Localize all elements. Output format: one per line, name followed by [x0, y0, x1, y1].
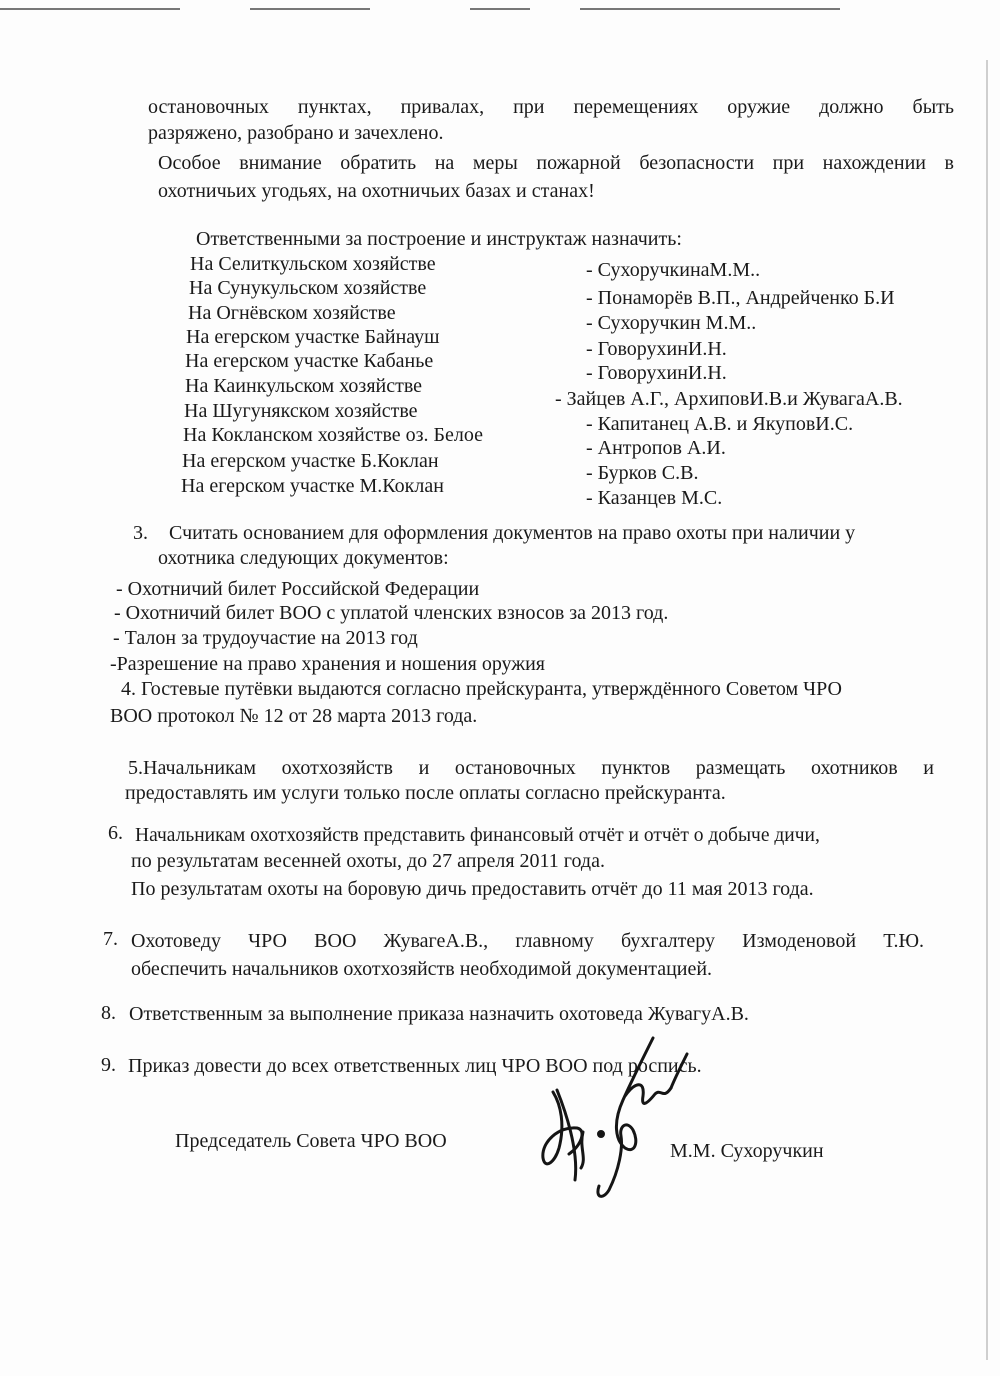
item-6-number: 6.	[108, 822, 123, 844]
responsible-area: На егерском участке М.Коклан	[181, 475, 444, 497]
responsible-area: На егерском участке Байнауш	[186, 326, 440, 348]
responsible-area: На Кокланском хозяйстве оз. Белое	[183, 424, 484, 446]
item-3-number: 3.	[133, 522, 148, 544]
document-requirement: - Талон за трудоучастие на 2013 год	[113, 627, 418, 649]
responsible-area: На Огнёвском хозяйстве	[188, 302, 396, 324]
scan-edge-right	[986, 60, 988, 1360]
signatory-position: Председатель Совета ЧРО ВОО	[175, 1130, 447, 1152]
item-3-line-1: Считать основанием для оформления документов на право охоты при наличии у	[169, 522, 856, 544]
item-9-number: 9.	[101, 1054, 116, 1076]
item-6-line-1: Начальникам охотхозяйств представить финансовый отчёт и отчёт о добыче дичи,	[135, 825, 820, 846]
fire-safety-line-1: Особое внимание обратить на меры пожарной безопасности при нахождении в	[158, 152, 954, 174]
intro-line-1: остановочных пунктах, привалах, при перемещениях оружие должно быть	[148, 96, 954, 118]
responsible-person: - Капитанец А.В. и ЯкуповИ.С.	[586, 413, 854, 435]
signatory-name: М.М. Сухоручкин	[670, 1140, 824, 1162]
responsible-person: - Антропов А.И.	[586, 437, 726, 459]
item-5-line-1: 5.Начальникам охотхозяйств и остановочных пунктов размещать охотников и	[128, 757, 934, 779]
responsible-person: - Бурков С.В.	[586, 462, 699, 484]
item-8-line-1: Ответственным за выполнение приказа назначить охотоведа ЖувагуА.В.	[129, 1003, 749, 1025]
responsible-person: - Зайцев А.Г., АрхиповИ.В.и ЖувагаА.В.	[555, 388, 903, 410]
intro-line-2: разряжено, разобрано и зачехлено.	[148, 122, 444, 144]
item-3-line-2: охотника следующих документов:	[158, 547, 449, 569]
fire-safety-line-2: охотничьих угодьях, на охотничьих базах и станах!	[158, 180, 595, 202]
responsible-person: - ГоворухинИ.Н.	[586, 338, 727, 360]
responsible-area: На Каинкульском хозяйстве	[185, 375, 423, 397]
item-6-line-2: по результатам весенней охоты, до 27 апреля 2011 года.	[131, 850, 605, 872]
responsible-area: На Селиткульском хозяйстве	[190, 253, 436, 275]
item-7-line-1: Охотоведу ЧРО ВОО ЖувагеА.В., главному бухгалтеру Измоденовой Т.Ю.	[131, 930, 924, 952]
item-5-line-2: предоставлять им услуги только после оплаты согласно прейскуранта.	[125, 782, 726, 804]
responsible-person: - ГоворухинИ.Н.	[586, 362, 727, 384]
responsible-person: - Сухоручкин М.М..	[586, 312, 757, 334]
responsible-person: - СухоручкинаМ.М..	[586, 259, 761, 281]
responsible-area: На Шугунякском хозяйстве	[184, 400, 418, 422]
document-requirement: - Охотничий билет ВОО с уплатой членских взносов за 2013 год.	[114, 602, 669, 624]
item-9-line-1: Приказ довести до всех ответственных лиц ЧРО ВОО под роспись.	[128, 1055, 702, 1077]
responsible-area: На Сунукульском хозяйстве	[189, 277, 427, 299]
responsible-person: - Понаморёв В.П., Андрейченко Б.И	[586, 287, 895, 309]
handwritten-signature	[535, 1030, 695, 1205]
item-7-number: 7.	[103, 928, 118, 950]
item-6-line-3: По результатам охоты на боровую дичь предоставить отчёт до 11 мая 2013 года.	[131, 878, 814, 900]
scan-edge-top	[0, 0, 1000, 18]
responsible-area: На егерском участке Кабанье	[185, 350, 434, 372]
item-4-line-1: 4. Гостевые путёвки выдаются согласно прейскуранта, утверждённого Советом ЧРО	[121, 678, 842, 700]
item-8-number: 8.	[101, 1002, 116, 1024]
item-4-line-2: ВОО протокол № 12 от 28 марта 2013 года.	[110, 705, 478, 727]
document-requirement: - Охотничий билет Российской Федерации	[116, 578, 480, 600]
responsible-person: - Казанцев М.С.	[586, 487, 723, 509]
responsible-heading: Ответственными за построение и инструктаж назначить:	[196, 228, 682, 250]
item-7-line-2: обеспечить начальников охотхозяйств необходимой документацией.	[131, 958, 713, 980]
document-requirement: -Разрешение на право хранения и ношения оружия	[110, 653, 546, 675]
responsible-area: На егерском участке Б.Коклан	[182, 450, 439, 472]
